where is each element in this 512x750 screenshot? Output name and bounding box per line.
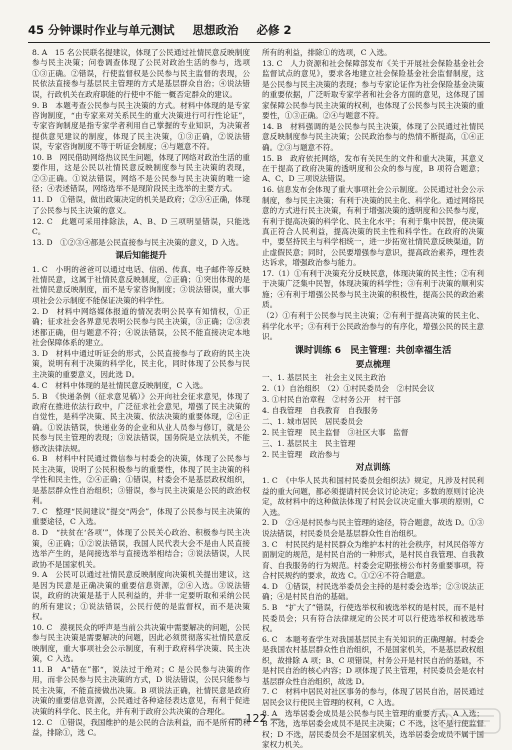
- answer-paragraph: 12. C 此题可采用排除法，A、B、D 三项明显错误，只能选 C。: [32, 216, 250, 236]
- lesson-title: 课时训练 6 民主管理：共创幸福生活: [294, 345, 452, 357]
- answer-paragraph: 5. B “扩大了”错误，行使选举权和被选举权的是村民，而不是村民委员会；只有符合法律规定的公民才可以行使选举权和被选举权。: [262, 603, 484, 634]
- answer-paragraph: 2. D ②④是村民参与民主管理的途径，符合题意，故选 D。①③说法错误，村民委员会是基层群众性自治组织。: [262, 518, 484, 538]
- answer-paragraph: 11. D ①错误，做出政策决定的机关是政府；②③④正确，体现了公民参与民主决策的意义。: [32, 195, 251, 215]
- answer-paragraph: 12. C ①错误，我国维护的是公民的合法利益，而不是所有的利益，排除①，选 C。: [32, 717, 250, 737]
- answer-paragraph: 16. 信息发布会体现了重大事项社会公示制度。公民通过社会公示制度，参与民主决策；有利于决策的民主化、科学化。通过网络民意的方式进行民主决策，有利于增强决策的透明度和公民参与度，有利于提高决策的科学化、民主化水平；有利于集中民智，使决策真正符合人民利益，提高决策的民主性和科学性。在政府的决策中，要坚持民主与科学相统一，进一步拓宽社情民意反映渠道，防止虚假民意；同时，公民要增强参与意识，提高政治素养，理性表达诉求，增强政治参与能力。: [262, 185, 484, 268]
- answer-paragraph: 13. D ①②③④都是公民直接参与民主决策的意义，D 入选。: [32, 237, 244, 247]
- section-heading: 课后知能提升: [115, 251, 167, 262]
- answer-paragraph: 3. C 村民民约是村民群众为维护本村的社会秩序，村风民俗等方面制定的规范，是村民自治的一种形式，是村民自我管理、自我教育、自我服务的行为规范。村委会定期张榜公布村务重要事项，符合村民规约的要求，故选 C。①②④不符合题意。: [262, 539, 484, 580]
- answer-paragraph: 3. ①村民自治章程 ②村务公开 村干部: [262, 395, 401, 404]
- answer-paragraph: （2）①有利于公民参与民主决策；②有利于提高决策的民主化、科学化水平；③有利于公民政治参与的有序化，增强公民的民主意识。: [262, 311, 484, 341]
- answer-paragraph: 4. 自我管理 自我教育 自我服务: [262, 405, 378, 415]
- answer-paragraph: 7. C 整理“民间建议”提交“两会”，体现了公民参与民主决策的重要途径，C 入选。: [32, 506, 250, 527]
- answer-paragraph: 11. B A“错在”都“，说法过于绝对；C 是公民参与决策的作用，而非公民参与民主决策的方式，D 说法错误，公民只能参与民主决策，不能直接做出决策。B 项说法正确，社情民意是政府决策的重要信息资源，公民通过各种途径表达意见，有利于促进决策的科学化、民主化，并有利于政府公共决策的合理化。: [32, 665, 250, 716]
- answer-paragraph: 5. B 《快递条例（征求意见稿）》公开向社会征求意见，体现了政府在推进依法行政中，广泛征求社会意见，增强了民主决策的自觉性，是科学决策、民主决策、依法决策的重要体现，②④正确。①说法错误，快递业务的企业和从业人员参与修订，就是公民参与民主管理的表现；③说法错误，国务院是立法机关，不能修改法律法规。: [32, 391, 250, 453]
- answer-paragraph: 6. C 本题考查学生对我国基层民主有关知识的正确理解。村委会是我国农村基层群众性自治组织，不是国家机关，不是基层政权组织，故排除 A 项；B、C 项错误，村务公开是村民自治的基础，不是村民自治的核心内容；D 项体现了民主管理，村民委员会是农村基层群众性自治组织，故选 D。: [262, 634, 484, 686]
- answer-paragraph: 3. D 材料中通过听证会的形式，公民直接参与了政府的民主决策，说明有利于决策的科学化，民主化，同时体现了公民参与民主决策的重要意义，因此选 D。: [32, 348, 250, 379]
- answer-paragraph: 10. B 网民借助网络热议民生问题，体现了网络对政治生活的重要作用，这是公民以社情民意反映制度参与民主决策的表现，②③正确。①说法错误，网络不是公民参与民主决策的唯一途径；④表述错误，网络选举不是现阶段民主选举的主要方式。: [32, 153, 250, 194]
- running-header: [28, 22, 490, 43]
- header-series: 45 分钟课时作业与单元测试: [28, 23, 175, 37]
- answer-paragraph: 二、1. 城市居民 居民委员会: [262, 416, 363, 426]
- header-subject: 思想政治: [192, 23, 239, 37]
- answer-paragraph: 2. D 材料中网络媒体报道的情况表明公民享有知情权，①正确；征求社会各界意见表明公民参与民主决策，③正确；②③表述都正确，但与题意不符；④说法错误，公民不能直接决定本地社会保障体系的建立。: [32, 306, 250, 347]
- answer-paragraph: 14. B 材料强调的是公民参与民主决策，体现了公民通过社情民意反映制度参与民主决策；公民政治参与的热情不断提高，①④正确。②③与题意不符。: [262, 121, 484, 152]
- answer-paragraph: 2. 民主管理 政治参与: [262, 449, 341, 459]
- section-heading: 对点训练: [355, 462, 391, 473]
- answer-paragraph: 8. A 选举居委会成员是公民参与民主管理的重要方式，A 入选；B 不选，选举居委会成员不是民主决策；C 不选，这不是行使监督权；D 不选，居民委员会不是国家机关，选举居委会成员不属于国家权力机关。: [262, 708, 484, 749]
- section-heading: 要点梳理: [355, 359, 391, 370]
- right-column: [262, 48, 484, 749]
- answer-paragraph: 10. C 漠视民众的呼声是当前公共决策中需要解决的问题，公民参与民主决策是需要解决的问题，因此必须贯彻落实社情民意反映制度，重大事项社会公示制度，有利于政府科学决策、民主决策，C 入选。: [32, 622, 250, 664]
- answer-paragraph: 15. B 政府依托网络，发布有关民生的文件和重大决策，其意义在于提高了政府决策的透明度和公众的参与度，B 项符合题意；A、C、D 三项说法错误。: [262, 153, 484, 184]
- left-column: [32, 48, 251, 737]
- answer-paragraph: 7. C 材料中居民对社区事务的参与，体现了居民自治，居民通过居民会议行使民主管理的权利，C 入选。: [262, 687, 484, 707]
- answer-paragraph: 9. A 公民可以通过社情民意反映制度向决策机关提出建议，这是因为民意是正确决策的重要信息资源，②④入选。③说法错误，政府的决策是基于人民利益的，并非一定要听取和采纳公民的所有建议；①说法错误，公民行使的是监督权，而不是决策权。: [32, 570, 250, 622]
- answer-paragraph: 1. C 《中华人民共和国村民委员会组织法》规定，凡涉及村民利益的重大问题，都必须提请村民会议讨论决定；多数的原则讨论决定，故材料中的这种做法体现了村民会议决定重大事项的原则，C 入选。: [262, 476, 484, 517]
- answer-paragraph: 8. A 15 名公民联名提建议，体现了公民通过社情民意反映制度参与民主决策；问卷调查体现了公民对政治生活的参与，选项①③正确。②错误，行使监督权是公民参与民主监督的表现，公民依法直接参与基层民主管理的方式是基层群众自治；④说法错误，行政机关在政府职能的行使中不能一概否定群众的建议。: [32, 48, 250, 99]
- answer-paragraph: 6. B 材料中村民通过微信参与村委会的决策，体现了公民参与民主决策，说明了公民积极参与的重要性，体现了民主决策的科学性和民主性，②④正确；①错误，村委会不是基层政权组织，是基层群众性自治组织；③错误，参与民主决策是公民的政治权利。: [32, 454, 250, 506]
- answer-site-stamp-icon: [430, 706, 502, 736]
- answer-paragraph: 三、1. 基层民主 民主管理: [262, 438, 356, 448]
- answer-paragraph: 4. C 材料中体现的是社情民意反映制度，C 入选。: [32, 380, 208, 390]
- answer-paragraph: 2.（1）自治组织 （2）①村民委员会 ②村民会议: [262, 384, 435, 394]
- answer-paragraph: 所有的利益，排除①的选项，C 入选。: [262, 48, 392, 57]
- answer-paragraph: 1. C 小明的爸爸可以通过电话、信函、传真、电子邮件等反映社情民意，这属于社情民意反映制度，②正确；①突出体现的是社情民意反映制度，而不是专家咨询制度；③说法错误，重大事项社会公示制度不能保证决策的科学性。: [32, 264, 250, 305]
- answer-paragraph: 13. C 人力资源和社会保障部发布《关于开展社会保险基金社会监督试点的意见》，要求各地建立社会保险基金社会监督制度，这是公民参与民主决策的表现；参与专家论证作为社会保险基金决策的重要依据，广泛听取专家学者和社会各方面的意见，这体现了国家保障公民参与民主决策的权利，也体现了公民参与民主决策的重要性，①③正确。②④与题意不符。: [262, 58, 484, 120]
- header-volume: 必修 2: [256, 23, 292, 37]
- answer-paragraph: 9. B 本题考查公民参与民主决策的方式。材料中体现的是专家咨询制度，“由专家来对关系民生的重大决策进行可行性论证”，专家咨询制度是指专家学者利用自己掌握的专业知识，为决策者提供意见建议的制度，体现了民主决策，①③正确，②说法错误，专家咨询制度不等于听证会制度；④与题意不符。: [32, 100, 250, 152]
- answer-paragraph: 一、1. 基层民主 社会主义民主政治: [262, 373, 386, 383]
- answer-paragraph: 8. D “扶贫在‘各项’”，体现了公民关心政治、积极参与民主决策，④正确；①②说法错误，我国人民代表大会不是由人民直接选举产生的，是间接选举与直接选举相结合；③说法错误，人民政协不是国家机关。: [32, 528, 250, 569]
- answer-paragraph: 2. 民主管理 民主监督 ③社区大事 监督: [262, 427, 409, 437]
- page-number: — 122 —: [231, 712, 281, 725]
- answer-paragraph: 17.（1）①有利于决策充分反映民意，体现决策的民主性；②有利于决策广泛集中民智，体现决策的科学性；③有利于决策的顺利实施；④有利于增强公民参与民主决策的积极性，提高公民的政治素质。: [262, 269, 484, 310]
- answer-paragraph: 4. D ①错误，村民选举委员会主持的是村委会选举；②③说法正确；④是村民自治的基础。: [262, 581, 484, 602]
